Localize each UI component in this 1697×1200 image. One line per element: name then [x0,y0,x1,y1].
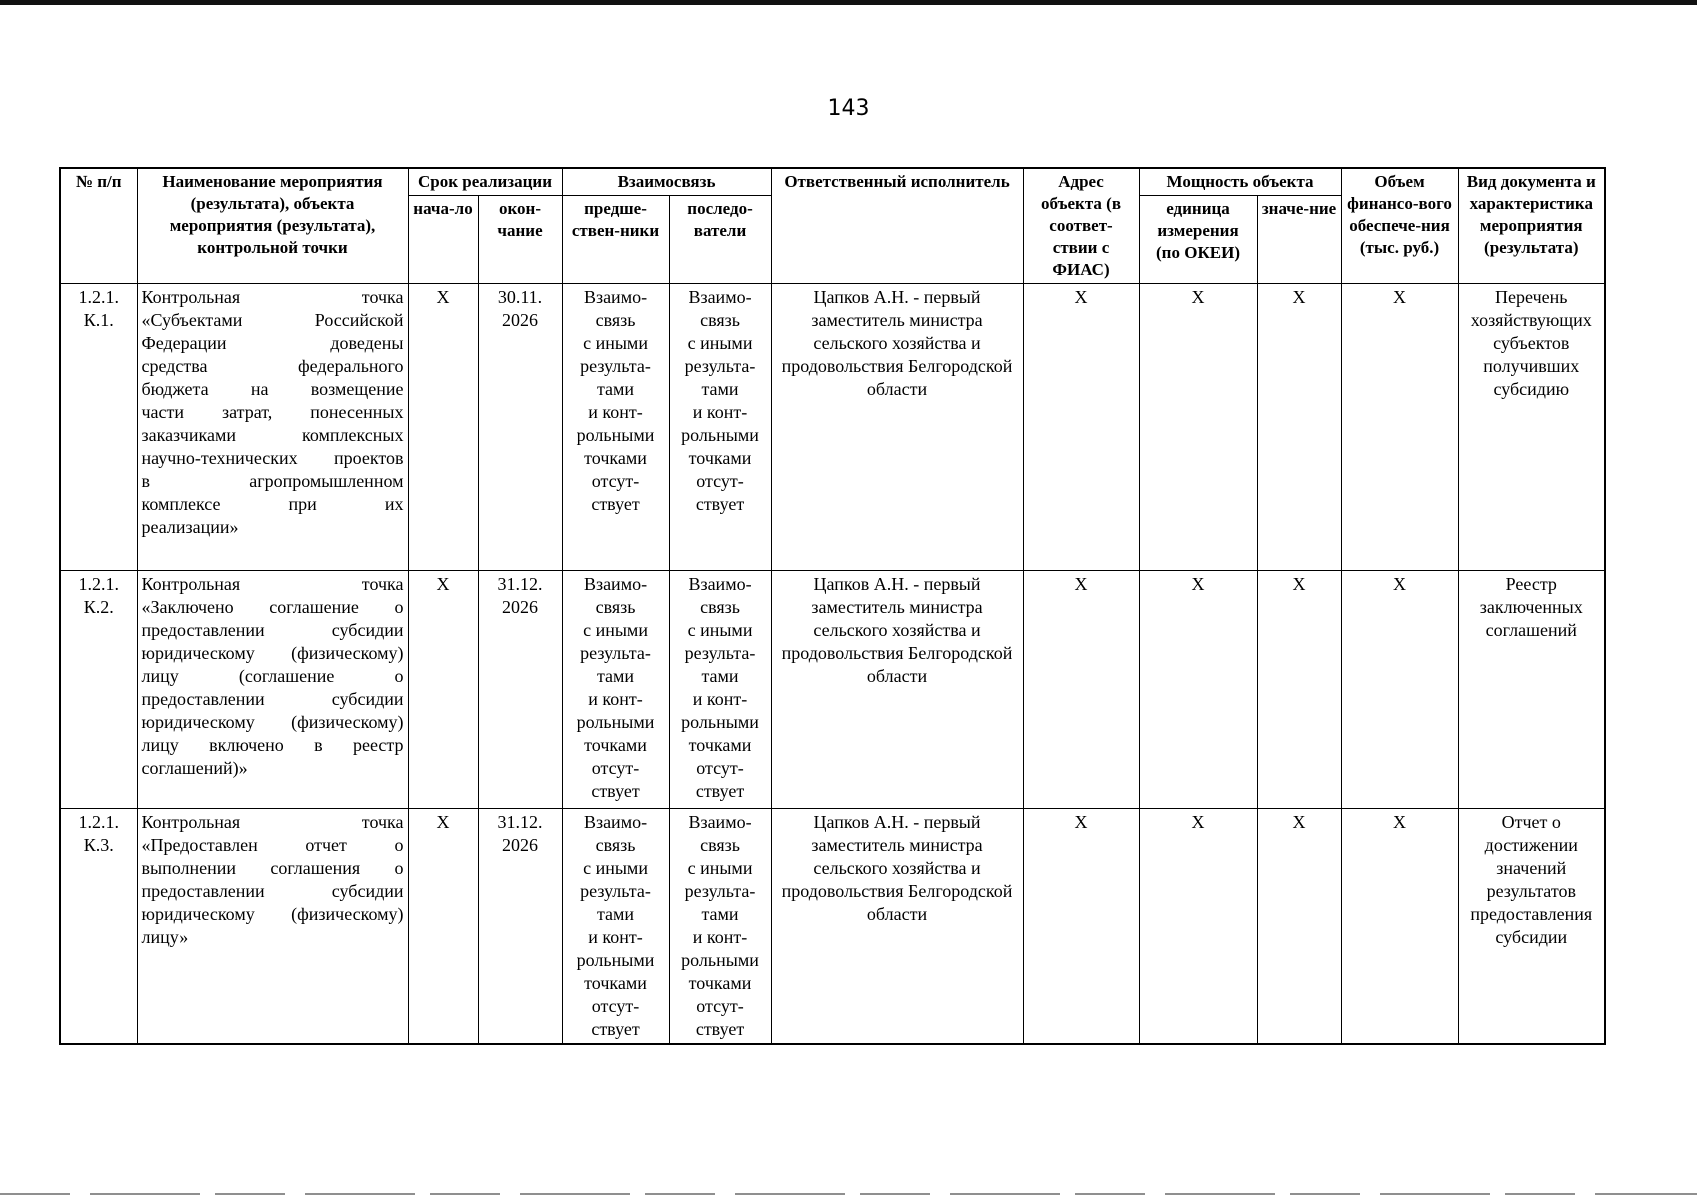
relation-line: и конт- [692,402,748,422]
row-end: 30.11. 2026 [478,284,562,571]
row-executor: Цапков А.Н. - первый заместитель министра сельского хозяйства и продовольствия Белгородской области [771,809,1023,1045]
row-name [137,809,408,1045]
row-start: X [408,809,478,1045]
row-start: X [408,284,478,571]
row-name-line: «Предоставлен отчет о [141,835,404,855]
relation-line: с иными [583,333,648,353]
relation-line: рольными [576,425,655,445]
row-end: 31.12. 2026 [478,571,562,809]
row-name-line: лицу включено в реестр [141,735,404,755]
measures-table [59,167,1606,1045]
row-relation-prev [562,809,669,1045]
relation-line: отсут- [696,996,744,1016]
relation-line: тами [596,666,635,686]
relation-line: результа- [580,643,651,663]
relation-line: и конт- [588,689,643,709]
relation-line: ствует [591,494,640,514]
relation-line: связь [700,835,740,855]
row-name-line: «Заключено соглашение о [141,597,404,617]
row-num: 1.2.1. К.2. [60,571,137,809]
row-name-line: «Субъектами Российской [141,310,404,330]
row-relation-next [669,571,771,809]
header-relation: Взаимосвязь [562,168,771,196]
relation-line: рольными [681,425,759,445]
relation-line: тами [596,904,635,924]
row-name-line: бюджета на возмещение [141,379,404,399]
bottom-border-rule [0,1193,1697,1195]
relation-line: результа- [684,356,756,376]
relation-line: с иными [687,620,753,640]
relation-line: рольными [576,950,655,970]
relation-line: тами [701,379,739,399]
row-name-line: предоставлении субсидии [141,689,404,709]
relation-line: ствует [591,1019,640,1039]
relation-line: тами [596,379,635,399]
relation-line: ствует [695,1019,745,1039]
row-doc: Реестр заключенных соглашений [1458,571,1605,809]
header-doc-type: Вид документа и характеристика мероприятия (результата) [1458,168,1605,284]
row-name-line: предоставлении субсидии [141,881,404,901]
relation-line: ствует [695,494,745,514]
row-name-line: средства федерального [141,356,404,376]
row-name-line: Федерации доведены [141,333,404,353]
relation-line: рольными [576,712,655,732]
row-address: X [1023,571,1139,809]
relation-line: Взаимо- [688,812,752,832]
row-address: X [1023,284,1139,571]
relation-line: точками [688,735,752,755]
relation-line: результа- [684,881,756,901]
top-border-rule [0,0,1697,5]
row-name-line: Контрольная точка [141,812,404,832]
header-relation-next: последо-ватели [669,196,771,284]
row-unit: X [1139,284,1257,571]
row-name-line: Контрольная точка [141,287,404,307]
row-executor: Цапков А.Н. - первый заместитель министра сельского хозяйства и продовольствия Белгородской области [771,284,1023,571]
row-name-line: юридическому (физическому) [141,712,404,732]
relation-line: Взаимо- [688,574,752,594]
relation-line: и конт- [692,689,748,709]
table-row [60,809,1605,1045]
relation-line: связь [595,835,636,855]
relation-line: связь [595,597,636,617]
row-address: X [1023,809,1139,1045]
header-executor: Ответственный исполнитель [771,168,1023,284]
relation-line: с иными [583,620,648,640]
relation-line: и конт- [588,927,643,947]
header-num: № п/п [60,168,137,284]
row-value: X [1257,571,1341,809]
relation-line: с иными [583,858,648,878]
relation-line: отсут- [591,996,640,1016]
row-executor: Цапков А.Н. - первый заместитель министра сельского хозяйства и продовольствия Белгородской области [771,571,1023,809]
row-name-line: заказчиками комплексных [141,425,404,445]
relation-line: связь [595,310,636,330]
row-num: 1.2.1. К.3. [60,809,137,1045]
header-name: Наименование мероприятия (результата), объекта мероприятия (результата), контрольной точки [137,168,408,284]
row-unit: X [1139,809,1257,1045]
row-start: X [408,571,478,809]
row-finance: X [1341,284,1458,571]
relation-line: результа- [684,643,756,663]
row-doc: Отчет о достижении значений результатов предоставления субсидии [1458,809,1605,1045]
header-relation-prev: предше-ствен-ники [562,196,669,284]
relation-line: и конт- [588,402,643,422]
row-end: 31.12. 2026 [478,809,562,1045]
relation-line: отсут- [696,471,744,491]
relation-line: результа- [580,356,651,376]
relation-line: отсут- [696,758,744,778]
row-name-line: лицу» [141,927,189,947]
row-name-line: выполнении соглашения о [141,858,404,878]
row-name-line: реализации» [141,517,239,537]
relation-line: отсут- [591,758,640,778]
header-row-1 [60,168,1605,196]
row-value: X [1257,809,1341,1045]
relation-line: Взаимо- [688,287,752,307]
row-finance: X [1341,571,1458,809]
relation-line: Взаимо- [583,287,648,307]
row-name-line: в агропромышленном [141,471,404,491]
row-name-line: юридическому (физическому) [141,904,404,924]
header-finance: Объем финансо-вого обеспече-ния (тыс. руб.) [1341,168,1458,284]
table-row [60,571,1605,809]
relation-line: рольными [681,950,759,970]
header-capacity-value: значе-ние [1257,196,1341,284]
row-num: 1.2.1. К.1. [60,284,137,571]
header-term-end: окон-чание [478,196,562,284]
relation-line: связь [700,310,740,330]
header-capacity: Мощность объекта [1139,168,1341,196]
row-relation-next [669,284,771,571]
row-name-line: соглашений)» [141,758,248,778]
row-relation-prev [562,571,669,809]
row-name [137,284,408,571]
row-doc: Перечень хозяйствующих субъектов получивших субсидию [1458,284,1605,571]
relation-line: с иными [687,333,753,353]
relation-line: и конт- [692,927,748,947]
row-unit: X [1139,571,1257,809]
header-term: Срок реализации [408,168,562,196]
relation-line: связь [700,597,740,617]
row-relation-prev [562,284,669,571]
row-finance: X [1341,809,1458,1045]
table-body [60,284,1605,1045]
row-name-line: комплексе при их [141,494,404,514]
relation-line: точками [688,973,752,993]
page-number: 143 [827,96,870,121]
relation-line: ствует [695,781,745,801]
row-name-line: предоставлении субсидии [141,620,404,640]
row-name [137,571,408,809]
header-address: Адрес объекта (в соответ-ствии с ФИАС) [1023,168,1139,284]
relation-line: отсут- [591,471,640,491]
row-name-line: юридическому (физическому) [141,643,404,663]
row-name-line: научно-технических проектов [141,448,404,468]
row-value: X [1257,284,1341,571]
relation-line: результа- [580,881,651,901]
row-name-line: лицу (соглашение о [141,666,404,686]
relation-line: с иными [687,858,753,878]
relation-line: точками [584,448,647,468]
relation-line: Взаимо- [583,812,648,832]
relation-line: тами [701,666,739,686]
header-term-start: нача-ло [408,196,478,284]
relation-line: ствует [591,781,640,801]
header-capacity-unit: единица измерения (по ОКЕИ) [1139,196,1257,284]
row-name-line: части затрат, понесенных [141,402,404,422]
row-relation-next [669,809,771,1045]
relation-line: точками [584,973,647,993]
relation-line: точками [584,735,647,755]
row-name-line: Контрольная точка [141,574,404,594]
relation-line: тами [701,904,739,924]
relation-line: точками [688,448,752,468]
table-row [60,284,1605,571]
relation-line: рольными [681,712,759,732]
relation-line: Взаимо- [583,574,648,594]
